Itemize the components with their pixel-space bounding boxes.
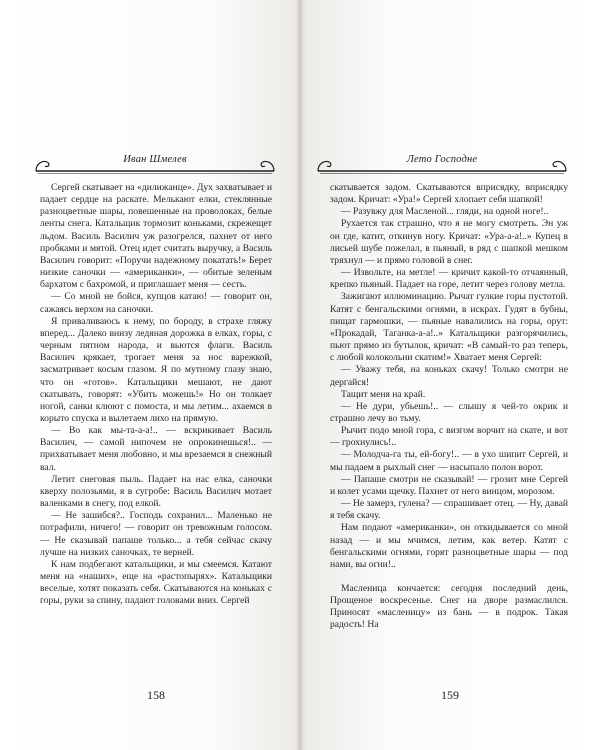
paragraph: Масленица кончается: сегодня последний день, Прощеное воскресенье. Снег на дворе размаслился. Приносят «масленицу» из бань — в подрок. Такая радость! На (330, 583, 568, 631)
paragraph: — Извольте, на метле! — кричит какой-то отчаянный, крепко пьяный. Падает на горе, летит через голову метла. (330, 267, 568, 291)
page-number: 159 (441, 688, 459, 702)
book-gutter (298, 0, 302, 750)
paragraph: — Не зашибся?.. Господь сохранил... Маленько не потрафили, ничего! — говорит он тревожным голосом. — Не сказывай папаше только... а тебя сейчас скачу лучше на низких саночках, те верней. (40, 510, 272, 558)
paragraph: Рухается так страшно, что я не могу смотреть. Эн уж он где, катит, откинув ногу. Кричат: «Ура-а-а!..» Купец в лисьей шубе пожелал, в пьяный, в ряд с шапкой мешком тряхнул — и прямо головой в снег. (330, 218, 568, 266)
body-text (330, 182, 568, 632)
paragraph: — Не замерз, гулена? — спрашивает отец. — Ну, давай я тебя скачу. (330, 498, 568, 522)
running-title: Лето Господне (406, 154, 478, 165)
paragraph: — Со мной не бойся, купцов катаю! — говорит он, сажаясь верхом на саночки. (40, 291, 272, 315)
paragraph: Летит снеговая пыль. Падает на нас елка, саночки кверху полозьями, я в сугробе: Василь Василич мотает валенками в снегу, под елкой. (40, 473, 272, 510)
paragraph: Рычит подо мной гора, с визгом ворчит на скате, и вот — грохнулись!.. (330, 425, 568, 449)
paragraph: скатывается задом. Скатываются вприсядку, вприсядку задом. Кричат: «Ура!» Сергей хлопает себя шапкой! (330, 182, 568, 206)
paragraph: Нам подают «американки», он откидывается со мной назад — и мы мчимся, летим, как ветер. Катят с бенгальскими огнями, горят разноцветные шары — под нами, вы огни!.. (330, 522, 568, 570)
paragraph: Сергей скатывает на «дилижанце». Дух захватывает и падает сердце на раскате. Мелькают елки, стеклянные разноцветные шары, повешенные на проволоках, белые ленты снега. Катальщик тормозит коньками, скрежещет льдом. Василь Василич уж разогрелся, пахнет от него пробками и мятой. Отец идет считать выручку, а Василь Василич говорит: «Поручи надежному покатать!» Берет низкие саночки — «американки», — обитые зеленым бархатом с бахромой, и приглашает меня — сесть. (40, 182, 272, 291)
paragraph: — Разувжу для Масленой... гляди, на одной ноге!.. (341, 206, 549, 218)
paragraph: — Молодча-га ты, ей-богу!.. — в ухо шипит Сергей, и мы падаем в рыхлый снег — насыпало полон ворот. (330, 449, 568, 473)
paragraph: Зажигают иллюминацию. Рычат гулкие горы пустотой. Катят с бенгальскими огнями, в искрах. Гудят в бубны, пищат гармошки, — пьяные навалились на горы, орут: «Прокадай, Таганка-а-а!..» Катальщики разгорячились, пьют прямо из бутылок, кричат: «В самый-то раз теперь, с любой колокольни скатим!» Хватает меня Сергей: (330, 291, 568, 364)
paragraph: Тащит меня на край. (341, 388, 426, 400)
page-number: 158 (147, 688, 165, 702)
running-title: Иван Шмелев (123, 154, 187, 165)
paragraph: — Не дури, убьешь!.. — слышу я чей-то окрик и страшно лечу во тьму. (330, 400, 568, 424)
paragraph: — Во как мы-та-а-а!.. — вскрикивает Василь Василич, — самой нипочем не опрокинешься!.. — прихватывает меня любовно, и мы врезаемся в снежный вал. (40, 425, 272, 473)
body-text (40, 182, 272, 607)
paragraph: — Папаше смотри не сказывай! — грозит мне Сергей и колет усами щечку. Пахнет от него винцом, морозом. (330, 473, 568, 497)
paragraph: — Уважу тебя, на коньках скачу! Только смотри не дергайся! (330, 364, 568, 388)
paragraph: Я приваливаюсь к нему, по бороду, в страхе гляжу вперед... Далеко внизу ледяная дорожка в елках, горы, с черным пятном народа, и вьются флаги. Василь Василич крякает, трогает меня за нос варежкой, засматривает косым глазом. Я по мутному глазу знаю, что он «готов». Катальщики мешают, не дают скатывать, говорят: «Убить можешь!» Но он толкает ногой, санки клюют с помоста, и мы летим... ахаемся в корыто спуска и вылетаем лихо на прямую. (40, 315, 272, 424)
page-header (32, 152, 278, 176)
paragraph: К нам подбегают катальщики, и мы смеемся. Катают меня на «наших», еще на «растопырях». Катальщики веселые, хотят показать себя. Скатываются на коньках с горы, руки за спину, падают головами вниз. Сергей (40, 558, 272, 607)
right-page (300, 0, 600, 750)
page-header (314, 152, 570, 176)
